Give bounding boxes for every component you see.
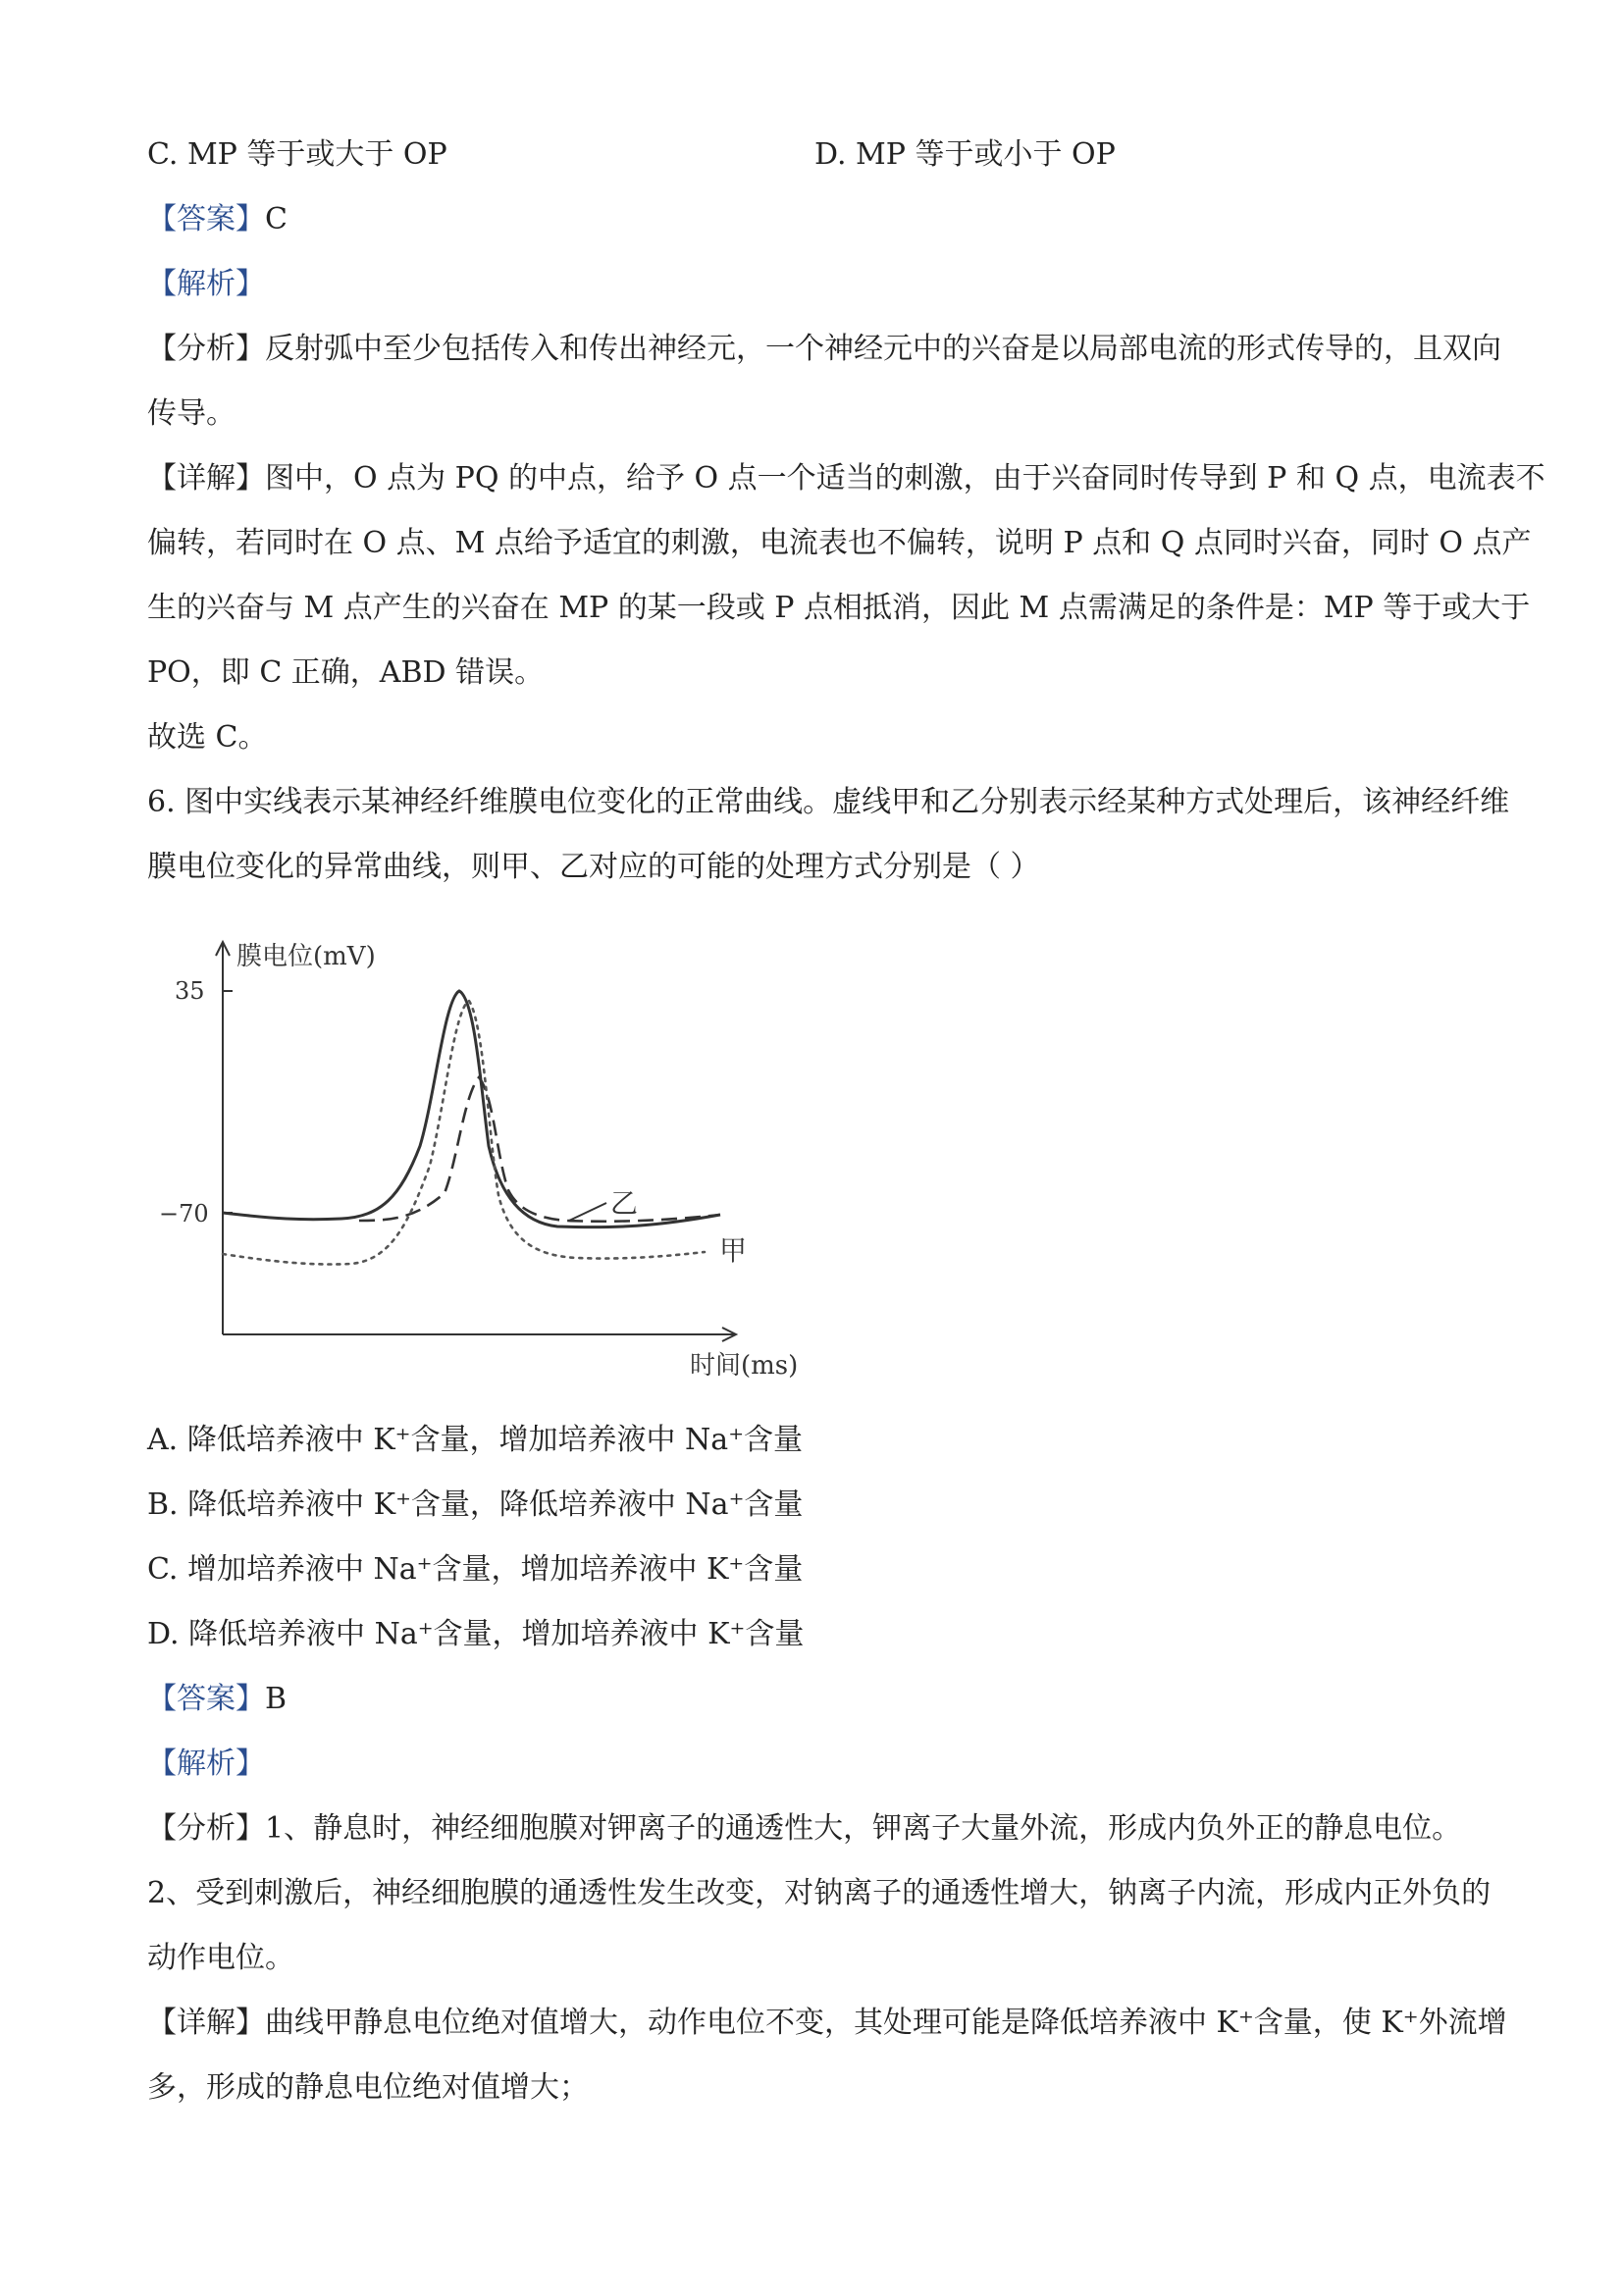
- q5-analysis-heading: 【解析】: [147, 267, 265, 301]
- q6-answer: [147, 1680, 287, 1719]
- q5-detail-line-4: PO，即 C 正确，ABD 错误。: [147, 655, 545, 690]
- q6-detail-line-1: [147, 2004, 1507, 2043]
- answer-value: C: [265, 202, 288, 236]
- q5-detail-line-1: [147, 459, 1545, 498]
- q5-conclusion: 故选 C。: [147, 720, 268, 755]
- answer-tag: 【答案】: [147, 202, 265, 236]
- analysis-tag: 【分析】: [147, 332, 265, 366]
- y-axis-label: 膜电位(mV): [236, 942, 376, 971]
- q6-analysis-line-1: [147, 1809, 1461, 1849]
- detail-text: 曲线甲静息电位绝对值增大，动作电位不变，其处理可能是降低培养液中 K⁺含量，使 K⁺外流增: [265, 2006, 1507, 2040]
- normal-curve: [223, 991, 720, 1227]
- q6-stem-line-1: 6. 图中实线表示某神经纤维膜电位变化的正常曲线。虚线甲和乙分别表示经某种方式处理后，该神经纤维: [147, 785, 1510, 819]
- q6-analysis-line-3: 动作电位。: [147, 1941, 294, 1975]
- analysis-text: 反射弧中至少包括传入和传出神经元，一个神经元中的兴奋是以局部电流的形式传导的，且双向: [265, 332, 1501, 366]
- q5-detail-line-2: 偏转，若同时在 O 点、M 点给予适宜的刺激，电流表也不偏转，说明 P 点和 Q 点同时兴奋，同时 O 点产: [147, 526, 1532, 560]
- q6-detail-line-2: 多，形成的静息电位绝对值增大；: [147, 2070, 589, 2105]
- q6-analysis-line-2: 2、受到刺激后，神经细胞膜的通透性发生改变，对钠离子的通透性增大，钠离子内流，形成内正外负的: [147, 1876, 1492, 1910]
- answer-value: B: [265, 1682, 288, 1716]
- q5-analysis-line-2: 传导。: [147, 396, 236, 431]
- curve-yi-label: 乙: [610, 1187, 639, 1220]
- q6-option-d: D. 降低培养液中 Na⁺含量，增加培养液中 K⁺含量: [147, 1617, 805, 1651]
- option-d: D. MP 等于或小于 OP: [814, 137, 1116, 172]
- membrane-potential-figure: [145, 930, 832, 1382]
- y-tick-label-minus-70: −70: [159, 1200, 209, 1227]
- q6-option-c: C. 增加培养液中 Na⁺含量，增加培养液中 K⁺含量: [147, 1552, 804, 1587]
- yi-pointer: [569, 1203, 606, 1221]
- answer-tag: 【答案】: [147, 1682, 265, 1716]
- analysis-text: 1、静息时，神经细胞膜对钾离子的通透性大，钾离子大量外流，形成内负外正的静息电位。: [265, 1811, 1462, 1846]
- y-tick-label-35: 35: [175, 977, 205, 1005]
- q5-detail-line-3: 生的兴奋与 M 点产生的兴奋在 MP 的某一段或 P 点相抵消，因此 M 点需满足的条件是：MP 等于或大于: [147, 591, 1531, 625]
- option-c: C. MP 等于或大于 OP: [147, 137, 447, 172]
- curve-jia-label: 甲: [719, 1234, 748, 1267]
- q6-analysis-heading: 【解析】: [147, 1747, 265, 1781]
- detail-text: 图中，O 点为 PQ 的中点，给予 O 点一个适当的刺激，由于兴奋同时传导到 P 和 Q 点，电流表不: [265, 461, 1545, 496]
- curve-yi: [359, 1077, 720, 1222]
- q5-answer: [147, 200, 288, 239]
- x-axis-label: 时间(ms): [690, 1351, 799, 1381]
- q6-stem-line-2: 膜电位变化的异常曲线，则甲、乙对应的可能的处理方式分别是（ ）: [147, 850, 1040, 884]
- detail-tag: 【详解】: [147, 461, 265, 496]
- q6-option-a: A. 降低培养液中 K⁺含量，增加培养液中 Na⁺含量: [147, 1423, 804, 1457]
- detail-tag: 【详解】: [147, 2006, 265, 2040]
- analysis-tag: 【分析】: [147, 1811, 265, 1846]
- q6-option-b: B. 降低培养液中 K⁺含量，降低培养液中 Na⁺含量: [147, 1487, 804, 1522]
- q5-analysis-line-1: [147, 330, 1501, 369]
